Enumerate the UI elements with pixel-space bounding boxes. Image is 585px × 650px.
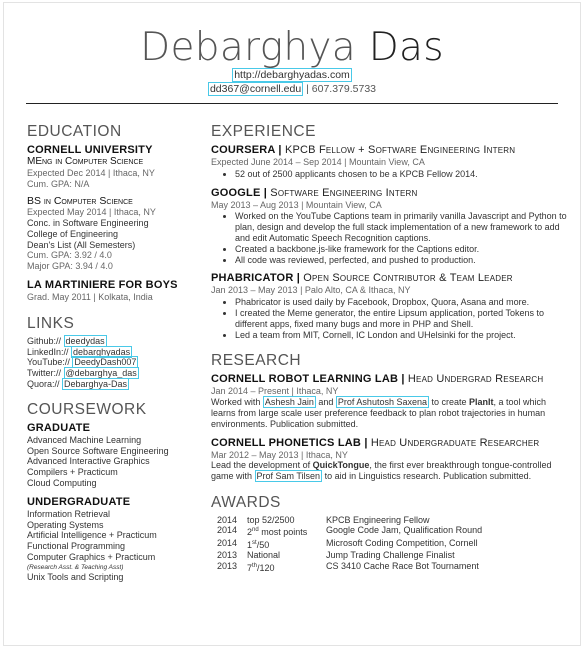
link-label: Twitter://: [27, 368, 62, 379]
course-item: Operating Systems: [27, 519, 104, 530]
job-bullet: • Created a backbone.js-like framework for the Captions editor.: [235, 244, 571, 255]
award-row: [217, 550, 482, 560]
place-number: 1: [247, 539, 253, 550]
place-suffix: nd: [252, 527, 259, 534]
job-bullets: [211, 169, 571, 180]
research-description: [211, 397, 571, 429]
award-place: [247, 525, 326, 537]
job-bullet: • 52 out of 2500 applicants chosen to be a KPCB Fellow 2014.: [235, 169, 571, 180]
coursework-undergraduate: [27, 496, 207, 583]
link-row: [27, 379, 207, 390]
email-link[interactable]: dd367@cornell.edu: [209, 83, 302, 95]
place-rest: /120: [257, 562, 275, 573]
education-school: [27, 279, 207, 303]
research-role: Head Undergrad Research: [407, 373, 544, 386]
place-suffix: st: [252, 539, 257, 546]
awards-table: [217, 515, 482, 573]
award-year: 2013: [217, 550, 238, 561]
coursework-subtitle: UNDERGRADUATE: [27, 495, 131, 508]
job-meta: Jan 2013 – May 2013 | Palo Alto, CA & Ithaca, NY: [211, 285, 411, 296]
place-rest: /50: [256, 539, 270, 550]
coursework-subtitle: GRADUATE: [27, 421, 91, 434]
place-number: 2: [247, 527, 253, 538]
award-name: CS 3410 Cache Race Bot Tournament: [326, 560, 479, 571]
course-note: (Research Asst. & Teaching Asst): [27, 563, 124, 571]
award-name: KPCB Engineering Fellow: [326, 514, 430, 525]
job-phabricator: [211, 272, 571, 340]
job-meta: May 2013 – Aug 2013 | Mountain View, CA: [211, 199, 382, 210]
award-name: Jump Trading Challenge Finalist: [326, 550, 455, 561]
research-title: RESEARCH: [211, 352, 302, 370]
course-item: Advanced Machine Learning: [27, 434, 142, 445]
desc-text: , a tool which learns from large scale user preference feedback to plan robot trajectories in human environments. Publication submitted.: [211, 397, 547, 429]
award-row: [217, 525, 482, 537]
website-link[interactable]: http://debarghyadas.com: [234, 69, 350, 81]
job-meta: Expected June 2014 – Sep 2014 | Mountain View, CA: [211, 157, 425, 167]
job-bullet: • All code was reviewed, perfected, and pushed to production.: [235, 255, 571, 266]
job-role: KPCB Fellow + Software Engineering Intern: [284, 144, 516, 156]
award-place: National: [247, 550, 281, 561]
research-heading: CORNELL PHONETICS LAB | Head Undergraduate Researcher: [211, 436, 540, 449]
award-year: 2014: [217, 525, 238, 536]
job-coursera: [211, 144, 571, 180]
award-year: 2014: [217, 514, 238, 525]
contact-line: [4, 83, 580, 96]
course-item: Artificial Intelligence + Practicum: [27, 530, 157, 541]
education-line: Conc. in Software Engineering: [27, 217, 149, 228]
course-item: Cloud Computing: [27, 477, 97, 488]
degree: MEng in Computer Science: [27, 156, 144, 167]
place-rest: most points: [258, 527, 308, 538]
link-row: [27, 336, 207, 347]
research-description: [211, 460, 571, 482]
education-line: Expected Dec 2014 | Ithaca, NY: [27, 167, 155, 178]
award-year: 2013: [217, 560, 238, 571]
person-link[interactable]: Prof Sam Tilsen: [256, 471, 321, 482]
course-item: Open Source Software Engineering: [27, 445, 169, 456]
links-title: LINKS: [27, 314, 75, 332]
course-item: Computer Graphics + Practicum: [27, 551, 156, 562]
job-role: Software Engineering Intern: [270, 186, 418, 199]
job-heading: PHABRICATOR | Open Source Contributor & Team Leader: [211, 272, 513, 285]
award-place: [247, 561, 326, 573]
job-bullets: [211, 211, 571, 265]
website-line: [4, 69, 580, 82]
desc-text: to create: [428, 397, 470, 408]
job-google: [211, 187, 571, 266]
job-bullet: • Worked on the YouTube Captions team in primarily vanilla Javascript and Python to plan, design and develop the full stack implementation of a new framework to add and edit Automatic Speech Recognition captions.: [235, 211, 571, 243]
desc-text: Lead the development of: [211, 460, 313, 471]
links-list: [27, 336, 207, 390]
school-name: LA MARTINIERE FOR BOYS: [27, 278, 178, 291]
course-item: Functional Programming: [27, 541, 126, 552]
linkedin-link[interactable]: debarghyadas: [73, 346, 131, 357]
awards-title: AWARDS: [211, 493, 281, 511]
education-line: Major GPA: 3.94 / 4.0: [27, 261, 113, 272]
quora-link[interactable]: Debarghya-Das: [64, 378, 128, 389]
company-name: COURSERA: [211, 144, 276, 156]
github-link[interactable]: deedydas: [65, 335, 105, 346]
job-bullet: • Phabricator is used daily by Facebook, Dropbox, Quora, Asana and more.: [235, 297, 571, 308]
coursework-title: COURSEWORK: [27, 400, 147, 418]
award-row: [217, 538, 482, 550]
lab-name: CORNELL ROBOT LEARNING LAB: [211, 373, 399, 386]
phone-number: 607.379.5733: [311, 83, 377, 95]
research-heading: CORNELL ROBOT LEARNING LAB | Head Undergrad Research: [211, 373, 544, 386]
desc-text: , the first ever breakthrough tongue-controlled game with: [211, 460, 552, 482]
person-link[interactable]: Ashesh Jain: [264, 397, 314, 408]
right-column: [211, 123, 571, 573]
education-line: Cum. GPA: N/A: [27, 178, 90, 189]
link-label: Quora://: [27, 378, 60, 389]
contact-separator: |: [306, 83, 309, 95]
job-heading: GOOGLE | Software Engineering Intern: [211, 186, 418, 199]
header-divider: [26, 103, 558, 104]
education-line: Grad. May 2011 | Kolkata, India: [27, 291, 153, 302]
education-line: College of Engineering: [27, 228, 119, 239]
award-place: top 52/2500: [247, 514, 295, 525]
company-name: PHABRICATOR: [211, 272, 294, 285]
research-phonetics-lab: [211, 437, 571, 482]
award-name: Google Code Jam, Qualification Round: [326, 525, 483, 536]
twitter-link[interactable]: @debarghya_das: [65, 368, 137, 379]
course-item: Unix Tools and Scripting: [27, 571, 124, 582]
resume-page: [3, 2, 581, 646]
education-line: Expected May 2014 | Ithaca, NY: [27, 207, 156, 218]
education-title: EDUCATION: [27, 123, 122, 140]
award-row: [217, 515, 482, 525]
education-line: Dean's List (All Semesters): [27, 239, 136, 250]
desc-text: to aid in Linguistics research. Publication submitted.: [322, 471, 532, 482]
experience-title: EXPERIENCE: [211, 123, 316, 140]
award-place: [247, 538, 326, 550]
job-bullet: • Led a team from MIT, Cornell, IC London and UHelsinki for the project.: [235, 330, 571, 341]
company-name: GOOGLE: [211, 186, 261, 199]
award-name: Microsoft Coding Competition, Cornell: [326, 537, 478, 548]
youtube-link[interactable]: DeedyDash007: [74, 357, 137, 368]
award-year: 2014: [217, 537, 238, 548]
person-link[interactable]: Prof Ashutosh Saxena: [337, 397, 427, 408]
school-name: CORNELL UNIVERSITY: [27, 144, 153, 156]
link-label: LinkedIn://: [27, 346, 69, 357]
project-name: QuickTongue: [312, 460, 370, 471]
degree: BS in Computer Science: [27, 195, 133, 208]
course-item: Information Retrieval: [27, 508, 111, 519]
job-bullet: • I created the Meme generator, the entire Lipsum application, ported Tokens to different apps, fixed many bugs and more in PHP and Shell.: [235, 308, 571, 330]
research-robot-lab: [211, 373, 571, 429]
lab-name: CORNELL PHONETICS LAB: [211, 436, 362, 449]
job-heading: COURSERA | KPCB Fellow + Software Engineering Intern: [211, 144, 516, 156]
education-line: Cum. GPA: 3.92 / 4.0: [27, 250, 112, 261]
place-number: 7: [247, 562, 253, 573]
resume-name: [4, 25, 580, 71]
job-bullets: [211, 297, 571, 340]
first-name: Debarghya: [140, 25, 356, 70]
left-column: [27, 123, 207, 590]
award-row: [217, 561, 482, 573]
course-item: Compilers + Practicum: [27, 467, 118, 478]
link-label: YouTube://: [27, 357, 70, 368]
last-name: Das: [368, 25, 444, 70]
job-role: Open Source Contributor & Team Leader: [303, 272, 513, 285]
link-label: Github://: [27, 335, 62, 346]
place-suffix: th: [252, 562, 258, 569]
research-role: Head Undergraduate Researcher: [370, 436, 540, 449]
desc-text: Worked with: [211, 397, 263, 408]
course-item: Advanced Interactive Graphics: [27, 456, 150, 467]
project-name: PlanIt: [469, 397, 494, 408]
education-cornell: [27, 144, 207, 189]
research-meta: Mar 2012 – May 2013 | Ithaca, NY: [211, 449, 348, 460]
research-meta: Jan 2014 – Present | Ithaca, NY: [211, 386, 339, 397]
coursework-graduate: [27, 422, 207, 489]
education-bs: [27, 196, 207, 272]
desc-text: and: [315, 397, 336, 408]
